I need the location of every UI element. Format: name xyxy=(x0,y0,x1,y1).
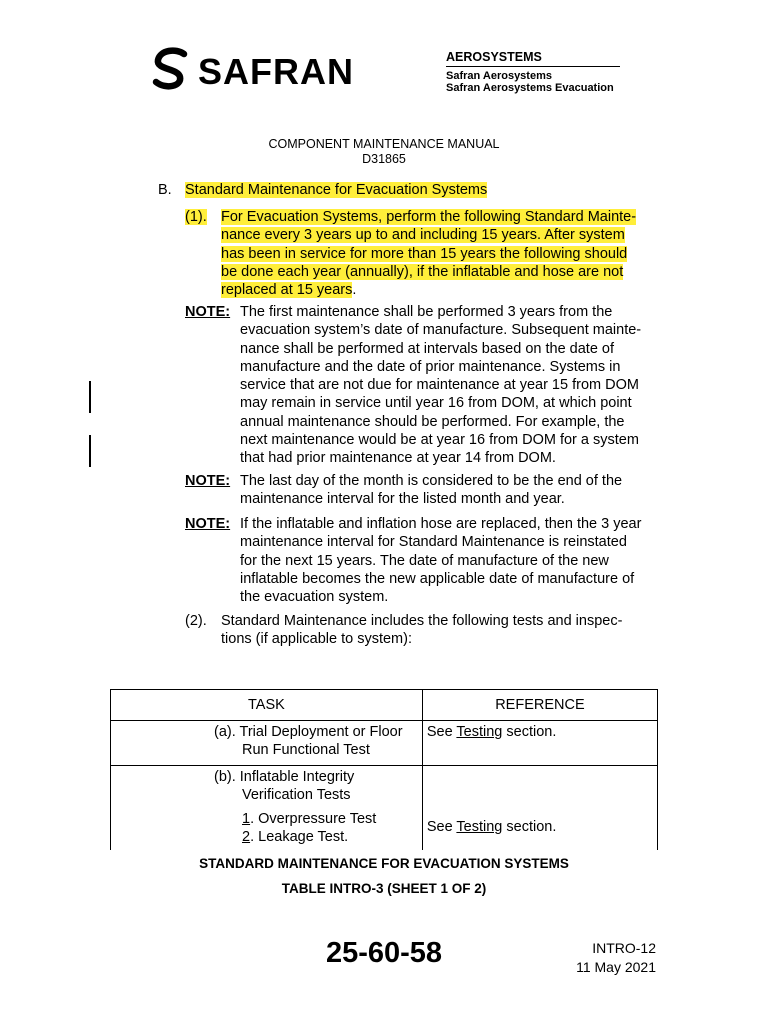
testing-link[interactable]: Testing xyxy=(456,819,503,835)
revision-change-bar xyxy=(89,435,91,467)
section-title: Standard Maintenance for Evacuation Systems xyxy=(185,182,488,198)
manual-title: COMPONENT MAINTENANCE MANUAL xyxy=(268,137,500,151)
maintenance-table xyxy=(110,689,658,850)
revision-change-bar xyxy=(89,381,91,413)
testing-link[interactable]: Testing xyxy=(456,724,503,740)
safran-logo-icon xyxy=(148,46,194,92)
revision-date: 11 May 2021 xyxy=(576,959,656,975)
note-text: If the inflatable and inflation hose are replaced, then the 3 year maintenance interval for Standard Maintenance is reinstated for the next 15 years. The date of manufacture of the new inflatable becomes the new applicable date of manufacture of the evacuation system. xyxy=(240,516,642,606)
manual-id: D31865 xyxy=(362,152,406,166)
note-text: The first maintenance shall be performed 3 years from the evacuation system’s date of manufacture. Subsequent mainte- nance shall be performed at intervals based on the date of manufacture and the date of prior maintenance. Systems in service that are not due for maintenance at year 15 from DOM may remain in service until year 16 from DOM, at which point annual maintenance should be performed. For example, the next maintenance would be at year 16 from DOM for a system that had prior maintenance at year 14 from DOM. xyxy=(240,304,642,467)
column-header-task: TASK xyxy=(111,690,423,721)
item-number: (1). xyxy=(185,209,207,225)
table-caption: TABLE INTRO-3 (SHEET 1 OF 2) xyxy=(281,881,487,896)
company-logo-text: SAFRAN xyxy=(198,51,354,92)
note-label: NOTE: xyxy=(185,516,231,532)
note-label: NOTE: xyxy=(185,304,231,320)
table-row xyxy=(111,721,658,766)
company-line: Safran Aerosystems Evacuation xyxy=(446,82,614,94)
note-label: NOTE: xyxy=(185,473,231,489)
note-text: The last day of the month is considered to be the end of the maintenance interval for the listed month and year. xyxy=(240,473,623,508)
table-row xyxy=(111,766,658,851)
task-cell: (a). Trial Deployment or Floor Run Functional Test xyxy=(111,721,423,766)
table-caption: STANDARD MAINTENANCE FOR EVACUATION SYSTEMS xyxy=(199,856,569,871)
item-1-text: For Evacuation Systems, perform the following Standard Mainte- nance every 3 years up to and including 15 years. After system has been in service for more than 15 years the following should be done each year (annually), if the inflatable and hose are not replaced at 15 years. xyxy=(221,209,637,299)
division-title: AEROSYSTEMS xyxy=(446,50,542,64)
page-number: INTRO-12 xyxy=(592,940,656,956)
item-number: (2). xyxy=(185,613,207,629)
item-2-text: Standard Maintenance includes the following tests and inspec- tions (if applicable to system): xyxy=(221,613,623,648)
reference-cell: See Testing section. xyxy=(422,766,657,851)
reference-cell: See Testing section. xyxy=(422,721,657,766)
task-cell: (b). Inflatable Integrity Verification Tests 1. Overpressure Test 2. Leakage Test. xyxy=(111,766,423,851)
document-number: 25-60-58 xyxy=(325,937,443,969)
company-line: Safran Aerosystems xyxy=(446,70,552,82)
division-rule xyxy=(446,66,620,67)
column-header-reference: REFERENCE xyxy=(422,690,657,721)
section-letter: B. xyxy=(158,182,172,198)
table-header-row xyxy=(111,690,658,721)
